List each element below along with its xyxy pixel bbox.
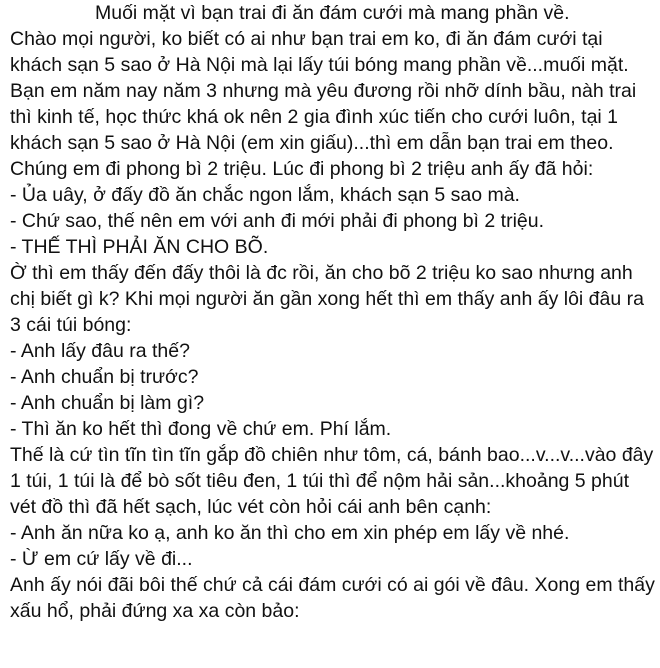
paragraph-narration: Thế là cứ tìn tĩn tìn tĩn gắp đồ chiên như tôm, cá, bánh bao...v...v...vào đây 1 túi, 1 túi là để bò sốt tiêu đen, 1 túi thì để nộm hải sản...khoảng 5 phút vét đồ thì đã hết sạch, lúc vét còn hỏi cái anh bên cạnh: (10, 444, 654, 518)
dialogue-line: - Anh chuẩn bị làm gì? (10, 392, 205, 414)
dialogue-line: - THẾ THÌ PHẢI ĂN CHO BÕ. (10, 236, 269, 258)
paragraph-intro: Chào mọi người, ko biết có ai như bạn trai em ko, đi ăn đám cưới tại khách sạn 5 sao ở Hà Nội mà lại lấy túi bóng mang phần về...muối mặt. (10, 28, 629, 76)
dialogue-line: - Anh chuẩn bị trước? (10, 366, 199, 388)
dialogue-line: - Ủa uây, ở đấy đồ ăn chắc ngon lắm, khách sạn 5 sao mà. (10, 184, 520, 206)
post-title: Muối mặt vì bạn trai đi ăn đám cưới mà mang phần về. (95, 2, 570, 24)
dialogue-line: - Anh lấy đâu ra thế? (10, 340, 190, 362)
dialogue-line: - Thì ăn ko hết thì đong về chứ em. Phí lắm. (10, 418, 392, 440)
dialogue-line: - Anh ăn nữa ko ạ, anh ko ăn thì cho em xin phép em lấy về nhé. (10, 522, 570, 544)
dialogue-line: - Ừ em cứ lấy về đi... (10, 548, 193, 570)
paragraph-narration: Anh ấy nói đãi bôi thế chứ cả cái đám cưới có ai gói về đâu. Xong em thấy xấu hổ, phải đứng xa xa còn bảo: (10, 574, 655, 622)
dialogue-line: - Chứ sao, thế nên em với anh đi mới phải đi phong bì 2 triệu. (10, 210, 545, 232)
paragraph-narration: Ờ thì em thấy đến đấy thôi là đc rồi, ăn cho bõ 2 triệu ko sao nhưng anh chị biết gì k? Khi mọi người ăn gần xong hết thì em thấy anh ấy lôi đâu ra 3 cái túi bóng: (10, 262, 644, 336)
paragraph-story: Bạn em năm nay năm 3 nhưng mà yêu đương rồi nhỡ dính bầu, nàh trai thì kinh tế, học thức khá ok nên 2 gia đình xúc tiến cho cưới luôn, tại 1 khách sạn 5 sao ở Hà Nội (em xin giấu)...thì em dẫn bạn trai em theo. Chúng em đi phong bì 2 triệu. Lúc đi phong bì 2 triệu anh ấy đã hỏi: (10, 80, 637, 180)
